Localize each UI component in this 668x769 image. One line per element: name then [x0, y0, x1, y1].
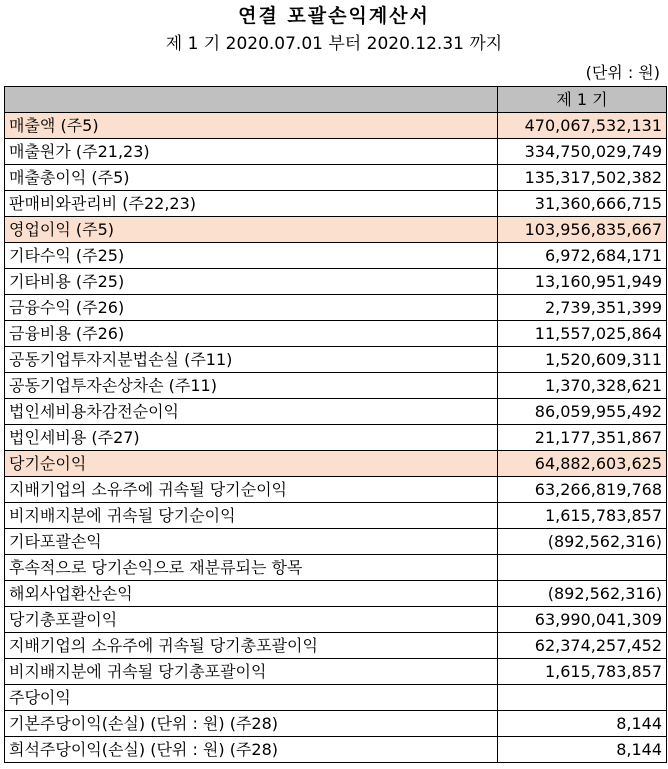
row-label: 기타수익 (주25)	[5, 243, 498, 269]
table-row	[5, 113, 667, 139]
table-row	[5, 217, 667, 243]
row-amount: 11,557,025,864	[498, 321, 667, 347]
row-amount: 1,520,609,311	[498, 347, 667, 373]
header-label-cell	[5, 87, 498, 113]
table-row	[5, 685, 667, 711]
row-label: 매출원가 (주21,23)	[5, 139, 498, 165]
table-row	[5, 503, 667, 529]
row-amount: 135,317,502,382	[498, 165, 667, 191]
row-amount: 334,750,029,749	[498, 139, 667, 165]
row-amount: 86,059,955,492	[498, 399, 667, 425]
row-label: 법인세비용 (주27)	[5, 425, 498, 451]
row-label: 법인세비용차감전순이익	[5, 399, 498, 425]
row-amount: 8,144	[498, 737, 667, 763]
table-row	[5, 737, 667, 763]
row-amount: 470,067,532,131	[498, 113, 667, 139]
header-period-cell: 제 1 기	[498, 87, 667, 113]
row-amount	[498, 555, 667, 581]
row-amount: 13,160,951,949	[498, 269, 667, 295]
row-label: 판매비와관리비 (주22,23)	[5, 191, 498, 217]
row-amount: 2,739,351,399	[498, 295, 667, 321]
table-row	[5, 711, 667, 737]
row-amount: 1,615,783,857	[498, 503, 667, 529]
row-label: 비지배지분에 귀속될 당기순이익	[5, 503, 498, 529]
row-label: 기본주당이익(손실) (단위 : 원) (주28)	[5, 711, 498, 737]
row-label: 공동기업투자지분법손실 (주11)	[5, 347, 498, 373]
row-label: 기타포괄손익	[5, 529, 498, 555]
table-header-row	[5, 87, 667, 113]
unit-label: (단위 : 원)	[585, 63, 660, 82]
table-row	[5, 659, 667, 685]
row-label: 기타비용 (주25)	[5, 269, 498, 295]
row-amount: (892,562,316)	[498, 529, 667, 555]
row-label: 당기총포괄이익	[5, 607, 498, 633]
statement-title: 연결 포괄손익계산서	[238, 5, 430, 27]
table-row	[5, 607, 667, 633]
table-row	[5, 425, 667, 451]
row-label: 지배기업의 소유주에 귀속될 당기총포괄이익	[5, 633, 498, 659]
row-amount: 103,956,835,667	[498, 217, 667, 243]
row-amount: 1,370,328,621	[498, 373, 667, 399]
table-body	[5, 113, 667, 763]
table-row	[5, 477, 667, 503]
table-row	[5, 581, 667, 607]
row-amount: 31,360,666,715	[498, 191, 667, 217]
row-amount: 62,374,257,452	[498, 633, 667, 659]
table-row	[5, 373, 667, 399]
row-label: 후속적으로 당기손익으로 재분류되는 항목	[5, 555, 498, 581]
table-row	[5, 139, 667, 165]
row-amount: 63,266,819,768	[498, 477, 667, 503]
table-row	[5, 347, 667, 373]
row-label: 지배기업의 소유주에 귀속될 당기순이익	[5, 477, 498, 503]
row-amount: 21,177,351,867	[498, 425, 667, 451]
row-label: 비지배지분에 귀속될 당기총포괄이익	[5, 659, 498, 685]
row-label: 공동기업투자손상차손 (주11)	[5, 373, 498, 399]
row-amount: 1,615,783,857	[498, 659, 667, 685]
row-label: 희석주당이익(손실) (단위 : 원) (주28)	[5, 737, 498, 763]
row-amount: 8,144	[498, 711, 667, 737]
row-amount	[498, 685, 667, 711]
row-label: 금융비용 (주26)	[5, 321, 498, 347]
table-row	[5, 555, 667, 581]
table-row	[5, 321, 667, 347]
table-row	[5, 529, 667, 555]
table-row	[5, 269, 667, 295]
row-label: 당기순이익	[5, 451, 498, 477]
row-label: 매출총이익 (주5)	[5, 165, 498, 191]
statement-period: 제 1 기 2020.07.01 부터 2020.12.31 까지	[165, 34, 503, 54]
table-row	[5, 191, 667, 217]
row-amount: (892,562,316)	[498, 581, 667, 607]
row-amount: 63,990,041,309	[498, 607, 667, 633]
row-label: 해외사업환산손익	[5, 581, 498, 607]
table-row	[5, 451, 667, 477]
table-row	[5, 633, 667, 659]
row-label: 매출액 (주5)	[5, 113, 498, 139]
row-label: 주당이익	[5, 685, 498, 711]
row-amount: 64,882,603,625	[498, 451, 667, 477]
row-label: 영업이익 (주5)	[5, 217, 498, 243]
row-amount: 6,972,684,171	[498, 243, 667, 269]
table-row	[5, 295, 667, 321]
table-row	[5, 165, 667, 191]
row-label: 금융수익 (주26)	[5, 295, 498, 321]
table-row	[5, 399, 667, 425]
income-statement-table	[4, 86, 667, 763]
table-row	[5, 243, 667, 269]
